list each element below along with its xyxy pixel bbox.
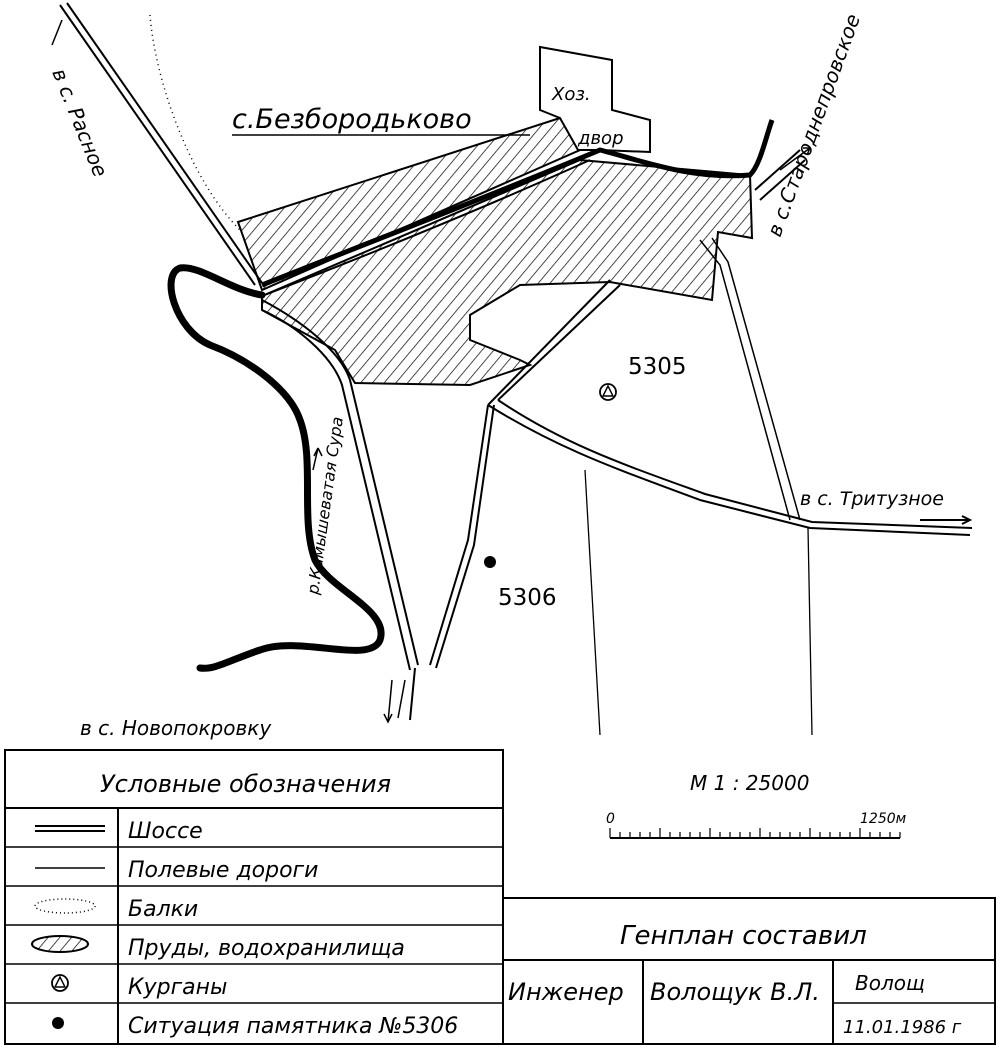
monument-legend-icon <box>52 1017 64 1029</box>
road-label-novopokrovka: в с. Новопокровку <box>80 716 272 740</box>
arrow-novopokrovka <box>384 680 392 722</box>
title-stamp <box>503 898 995 1044</box>
legend-item-ravine: Балки <box>128 897 199 922</box>
farmyard-label-1: Хоз. <box>552 84 591 105</box>
monument-icon <box>484 556 496 568</box>
legend-item-kurgan: Курганы <box>128 975 228 1000</box>
scale-bar <box>606 771 907 838</box>
legend-item-monument: Ситуация памятника №5306 <box>128 1014 459 1039</box>
kurgan-id-label: 5305 <box>628 354 687 380</box>
farmyard-label-2: двор <box>578 128 624 149</box>
stamp-date: 11.01.1986 г <box>843 1017 962 1038</box>
legend-item-field-road: Полевые дороги <box>128 858 319 883</box>
highway-symbol <box>35 826 105 831</box>
ravine-symbol <box>35 899 95 913</box>
road-south <box>430 405 494 668</box>
legend <box>5 750 503 1044</box>
legend-item-highway: Шоссе <box>128 819 203 844</box>
road-label-rasnoe: в с. Расное <box>47 64 113 181</box>
scale-title: М 1 : 25000 <box>690 771 810 795</box>
stamp-title: Генплан составил <box>620 921 867 951</box>
river-label: р.Камышеватая Сура <box>303 415 347 596</box>
road-label-starodneprovskoe: в с.Староднепровское <box>762 10 866 240</box>
scale-start: 0 <box>606 811 615 827</box>
pond-symbol <box>32 936 88 952</box>
legend-title: Условные обозначения <box>100 770 392 798</box>
monument-id-label: 5306 <box>498 585 557 611</box>
arrow-tritusnoe <box>920 516 970 524</box>
scale-end: 1250м <box>860 811 907 827</box>
stamp-role: Инженер <box>508 978 624 1006</box>
kurgan-legend-icon <box>52 975 68 991</box>
road-label-tritusnoe: в с. Тритузное <box>800 488 944 510</box>
settlement-label: с.Безбородьково <box>232 104 472 135</box>
legend-item-pond: Пруды, водохранилища <box>128 936 405 961</box>
stamp-name: Волощук В.Л. <box>650 978 820 1006</box>
stamp-signature: Волощ <box>855 971 925 995</box>
kurgan-icon <box>600 384 616 400</box>
